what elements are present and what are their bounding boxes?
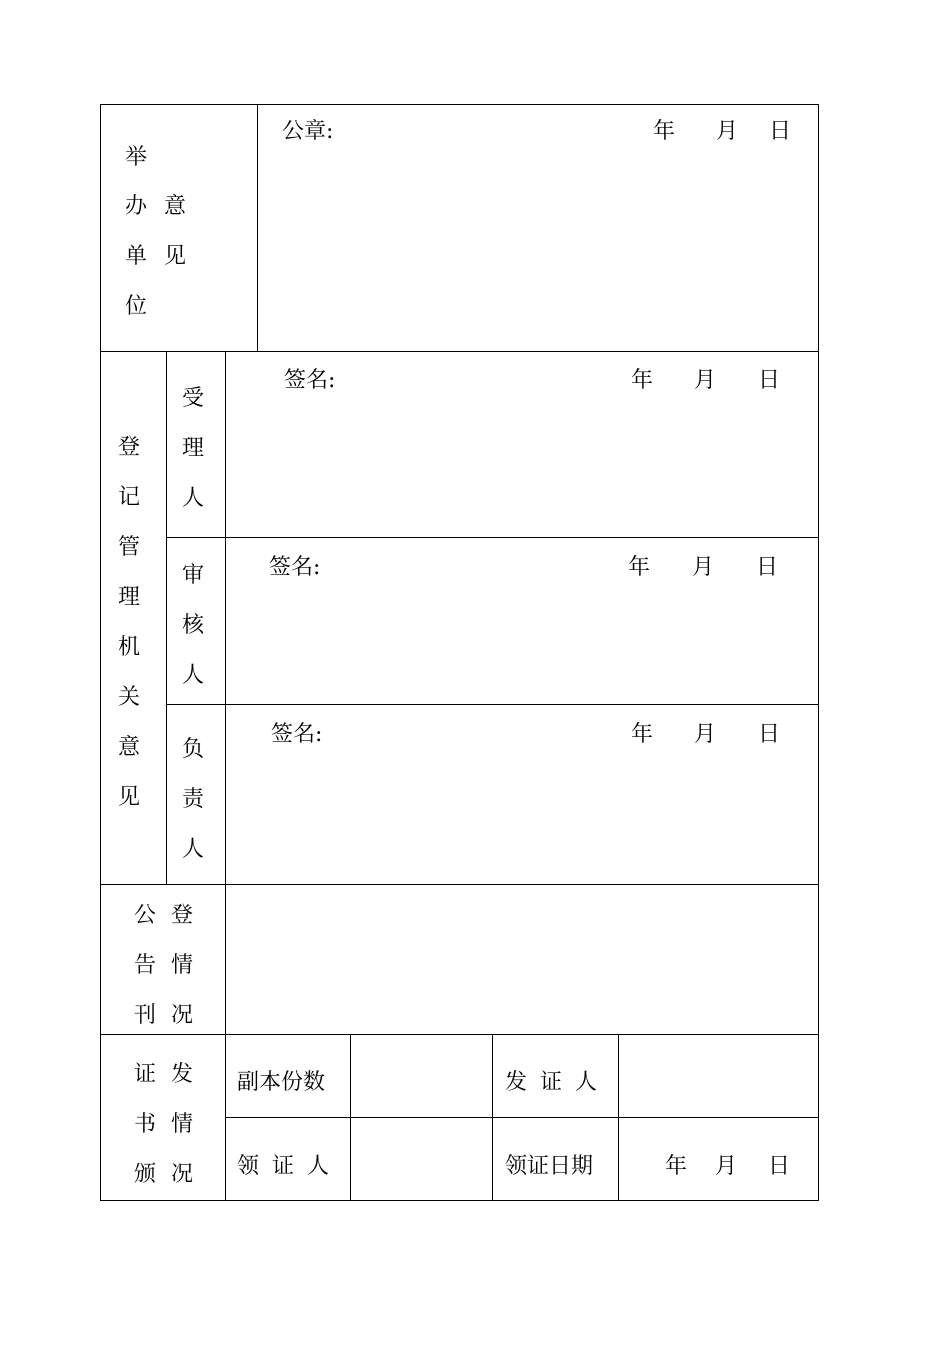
certificate-label-char: 发 xyxy=(171,1062,194,1087)
acceptor-label-char: 人 xyxy=(182,486,205,511)
sponsor-label-char: 举 xyxy=(125,145,148,170)
border-left xyxy=(100,104,101,1201)
date-year: 年 xyxy=(631,722,654,747)
date-year: 年 xyxy=(653,119,676,144)
date-day: 日 xyxy=(758,368,781,393)
registration-title-char: 见 xyxy=(118,785,141,810)
border-bottom xyxy=(100,1200,819,1201)
date-day: 日 xyxy=(756,555,779,580)
certificate-label-char: 况 xyxy=(171,1162,194,1187)
certificate-label-char: 证 xyxy=(134,1062,157,1087)
registration-title-char: 关 xyxy=(118,685,141,710)
date-month: 月 xyxy=(716,119,739,144)
registration-title-char: 理 xyxy=(118,585,141,610)
acceptor-sign-label: 签名: xyxy=(284,368,336,393)
leader-label-char: 负 xyxy=(182,737,205,762)
sponsor-label-char: 办 xyxy=(125,194,148,219)
border-top xyxy=(100,104,819,105)
certificate-label-char: 情 xyxy=(171,1112,194,1137)
date-year: 年 xyxy=(631,368,654,393)
acceptor-label-char: 受 xyxy=(182,386,205,411)
date-month: 月 xyxy=(694,368,717,393)
leader-sign-label: 签名: xyxy=(271,722,323,747)
date-month: 月 xyxy=(692,555,715,580)
seal-label: 公章: xyxy=(282,119,334,144)
announcement-label-char: 公 xyxy=(134,903,157,928)
issuer-label: 发 证 人 xyxy=(505,1070,597,1095)
announcement-label-char: 情 xyxy=(171,953,194,978)
date-day: 日 xyxy=(768,1154,791,1179)
leader-label-char: 责 xyxy=(182,787,205,812)
certificate-label-char: 书 xyxy=(134,1112,157,1137)
issuer-value-cell[interactable] xyxy=(619,1035,818,1117)
divider-certificate-col3 xyxy=(492,1034,493,1201)
sponsor-label-char: 单 xyxy=(125,244,148,269)
leader-label-char: 人 xyxy=(182,837,205,862)
divider-certificate-middle xyxy=(225,1117,819,1118)
announcement-label-char: 告 xyxy=(134,953,157,978)
acceptor-label-char: 理 xyxy=(182,436,205,461)
sponsor-label-char: 意 xyxy=(164,194,187,219)
acceptor-opinion-area[interactable] xyxy=(226,402,818,537)
leader-opinion-area[interactable] xyxy=(226,756,818,884)
reviewer-sign-label: 签名: xyxy=(269,555,321,580)
registration-title-char: 记 xyxy=(118,485,141,510)
registration-title-char: 意 xyxy=(118,735,141,760)
date-year: 年 xyxy=(628,555,651,580)
date-day: 日 xyxy=(758,722,781,747)
announcement-label-char: 登 xyxy=(171,903,194,928)
copies-value-cell[interactable] xyxy=(351,1035,492,1117)
reviewer-label-char: 审 xyxy=(182,563,205,588)
registration-title-char: 机 xyxy=(118,635,141,660)
reviewer-opinion-area[interactable] xyxy=(226,589,818,704)
announcement-label-char: 刊 xyxy=(134,1003,157,1028)
certificate-label-char: 颁 xyxy=(134,1162,157,1187)
date-year: 年 xyxy=(665,1154,688,1179)
recipient-value-cell[interactable] xyxy=(351,1118,492,1200)
reviewer-label-char: 核 xyxy=(182,613,205,638)
date-month: 月 xyxy=(694,722,717,747)
copies-label: 副本份数 xyxy=(237,1070,326,1095)
divider-acceptor-bottom xyxy=(166,537,819,538)
registration-form xyxy=(100,104,819,1201)
date-month: 月 xyxy=(715,1154,738,1179)
announcement-label-char: 况 xyxy=(171,1003,194,1028)
divider-reviewer-bottom xyxy=(166,704,819,705)
registration-title-char: 登 xyxy=(118,435,141,460)
date-day: 日 xyxy=(769,119,792,144)
recipient-label: 领 证 人 xyxy=(237,1154,329,1179)
registration-title-char: 管 xyxy=(118,535,141,560)
receive-date-label: 领证日期 xyxy=(505,1154,594,1179)
reviewer-label-char: 人 xyxy=(182,663,205,688)
sponsor-opinion-area[interactable] xyxy=(258,154,818,351)
sponsor-label-char: 位 xyxy=(125,294,148,319)
sponsor-label-char: 见 xyxy=(164,244,187,269)
border-right xyxy=(818,104,819,1201)
divider-sponsor-bottom xyxy=(100,351,819,352)
announcement-area[interactable] xyxy=(226,885,818,1034)
divider-registration-title xyxy=(166,351,167,885)
